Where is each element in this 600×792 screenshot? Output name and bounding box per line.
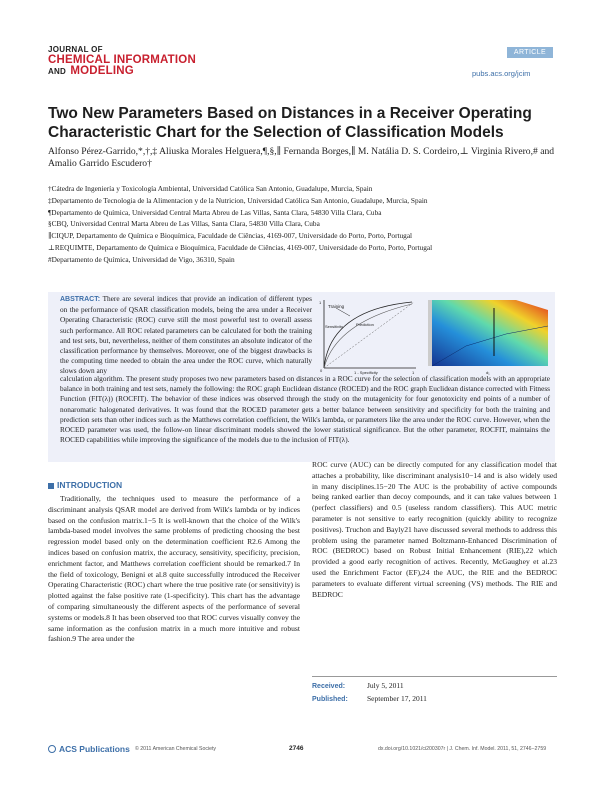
journal-url[interactable]: pubs.acs.org/jcim — [472, 69, 531, 78]
affiliation: ‡Departamento de Tecnologia de la Alimentacion y de la Nutricion, Universidad Católica San Antonio, Guadalupe, Murcia, Spain — [48, 195, 428, 205]
article-title: Two New Parameters Based on Distances in a Receiver Operating Characteristic Chart for the Selection of Classification Models — [48, 105, 532, 141]
published-label: Published: — [312, 696, 348, 703]
affiliation: ∥CIQUP, Departamento de Química e Bioquímica, Faculdade de Ciências, 4169-007, Universidade do Porto, Porto, Portugal — [48, 231, 413, 241]
section-title: INTRODUCTION — [57, 480, 123, 490]
label-prediction: Prediction — [356, 322, 374, 327]
journal-line1: JOURNAL OF — [48, 45, 103, 54]
affiliation: ¶Departamento de Química, Universidad Central Marta Abreu de Las Villas, Santa Clara, 54830 Villa Clara, Cuba — [48, 207, 382, 217]
label-one-x: 1 — [412, 370, 415, 375]
label-sensitivity: Sensitivity — [325, 324, 344, 329]
intro-paragraph-left: Traditionally, the techniques used to measure the performance of a discriminant analysis QSAR model are derived from Wilk's lambda or by indices based on the confusion matrix.1−5 It is well-known that the choice of the Wilk's lambda-based model involves the same problems of predicting choosing the best regression model based only on the determination coefficient R2.6 Among the indices based on confusion matrix, the accuracy, sensitivity, specificity, precision, enrichment factor, and Matthews correlation coefficient should be remarked.7 In the field of toxicology, Benigni et al.8 quite successfully introduced the Receiver Operating Characteristic (ROC) chart where the true positive rate (or sensitivity) is plotted against the false positive rate (1-specificity). This chart has the advantage of comparing simultaneously the different aspects of the performance of several systems or models.8 It has been observed too that ROC curves visually convey the same information as the confusion matrix in a much more intuitive and robust fashion.9 The area under the — [48, 494, 300, 644]
surface-back-panel — [428, 300, 432, 366]
intro-paragraph-right: ROC curve (AUC) can be directly computed for any classification model that attaches a probability, like discriminant analysis10−14 and is also widely used in many disciplines.15−20 The AUC is the probability of active compounds being ranked earlier than decoy compounds, and it can take values between 1 (perfect classifiers) and 0.5 (useless random classifiers). This AUC metric parameter is not sensitive to early recognition (quickly ability to recognize positives). Truchon and Bayly21 have discussed several methods to address this problem using the parameter named Boltzmann-Enhanced Discrimination of ROC (BEDROC) based on Robust Initial Enhancement (RIE),22 which provided a good early recognition of actives. Recently, McGaughey et al.23 used the Enrichment Factor (EF),24 the AUC, the RIE and the BEDROC parameters to evaluate different virtual screening (VS) methods. The RIE and BEDROC — [312, 460, 557, 599]
received-label: Received: — [312, 683, 346, 690]
affiliation: §CBQ, Universidad Central Marta Abreu de Las Villas, Santa Clara, 54830 Villa Clara, Cuba — [48, 219, 320, 229]
journal-logo — [48, 44, 196, 77]
journal-line2: CHEMICAL INFORMATION — [48, 54, 196, 66]
received-date: July 5, 2011 — [367, 681, 404, 690]
article-dates — [312, 680, 557, 706]
publisher-name: ACS Publications — [59, 744, 130, 754]
page-number: 2746 — [289, 745, 304, 752]
acs-ring-icon — [48, 745, 56, 753]
roc-distance-line — [336, 308, 350, 316]
roc-plot — [319, 300, 416, 375]
journal-and: AND — [48, 67, 66, 76]
affiliation: #Departamento de Química, Universidad de Vigo, 36310, Spain — [48, 254, 235, 264]
label-one-y: 1 — [319, 300, 322, 305]
heat-surface — [428, 300, 548, 375]
article-badge: ARTICLE — [507, 47, 553, 58]
abstract-text-1: There are several indices that provide an indication of different types on the performance of QSAR classification models, being the area under a Receiver Operating Characteristic (ROC) curve still the most powerful test to overall assess such performance. All ROC related parameters can be calculated for both the training and test sets, but, nevertheless, neither of them constitutes an absolute indicator of the classification performance by themselves. Moreover, one of the biggest drawbacks is the computing time needed to obtain the area under the ROC curve, which naturally slows down any — [60, 294, 312, 376]
left-column — [48, 494, 300, 645]
abstract-label: ABSTRACT: — [60, 296, 101, 303]
label-zero: 0 — [320, 368, 323, 373]
abstract-part2: calculation algorithm. The present study proposes two new parameters based on distances in a ROC curve for the selection of classification models with an appropriate balance in both training and test sets, namely the following: the ROC graph Euclidean distance (ROCED) and the ROC graph Euclidean distance corrected with Fitness Function (FIT(λ)) (ROCFIT). The behavior of these indices was observed through the study on the mutagenicity for four genotoxicity end points of a number of nonaromatic halogenated derivatives. It was found that the ROCED parameter gets a better balance between sensitivity and specificity for both the training and prediction sets than other indices such as the Matthews correlation coefficient, the Wilk's lambda, or parameters like the area under the ROC curve. However, when the ROCED parameter was used, the follow-on linear discriminant models showed the lower statistical significance. But the other parameter, ROCFIT, maintains the ROCED capabilities while improving the significance of the models due to the inclusion of FIT(λ). — [60, 374, 550, 445]
section-introduction — [48, 480, 122, 490]
published-date: September 17, 2011 — [367, 694, 427, 703]
acs-publications-logo — [48, 744, 130, 754]
affiliation: †Cátedra de Ingeniería y Toxicología Ambiental, Universidad Católica San Antonio, Guadalupe, Murcia, Spain — [48, 184, 373, 193]
toc-graphic — [316, 296, 552, 376]
label-d: d₁ — [486, 370, 490, 375]
author-list: Alfonso Pérez-Garrido,*,†,‡ Aliuska Morales Helguera,¶,§,∥ Fernanda Borges,∥ M. Natália D. S. Cordeiro,⊥ Virginia Rivero,# and Amalio Garrido Escudero† — [48, 146, 555, 170]
label-training: Training — [328, 304, 345, 309]
label-1-specificity: 1 - Specificity — [354, 370, 378, 375]
received-row — [312, 680, 557, 693]
journal-line3 — [48, 66, 196, 77]
affiliations — [48, 183, 568, 266]
abstract-part1 — [60, 294, 312, 377]
right-column — [312, 460, 557, 600]
dates-divider — [312, 676, 557, 677]
surface-plane — [432, 300, 548, 366]
doi-citation[interactable]: dx.doi.org/10.1021/ci200307r | J. Chem. Inf. Model. 2011, 51, 2746−2759 — [378, 746, 547, 752]
published-row — [312, 693, 557, 706]
journal-modeling: MODELING — [70, 65, 134, 77]
copyright: © 2011 American Chemical Society — [135, 746, 216, 752]
affiliation: ⊥REQUIMTE, Departamento de Química e Bioquímica, Faculdade de Ciências, 4169-007, Universidade do Porto, Porto, Portugal — [48, 242, 433, 252]
roc-curve-training — [324, 302, 412, 368]
section-square-icon — [48, 483, 54, 489]
